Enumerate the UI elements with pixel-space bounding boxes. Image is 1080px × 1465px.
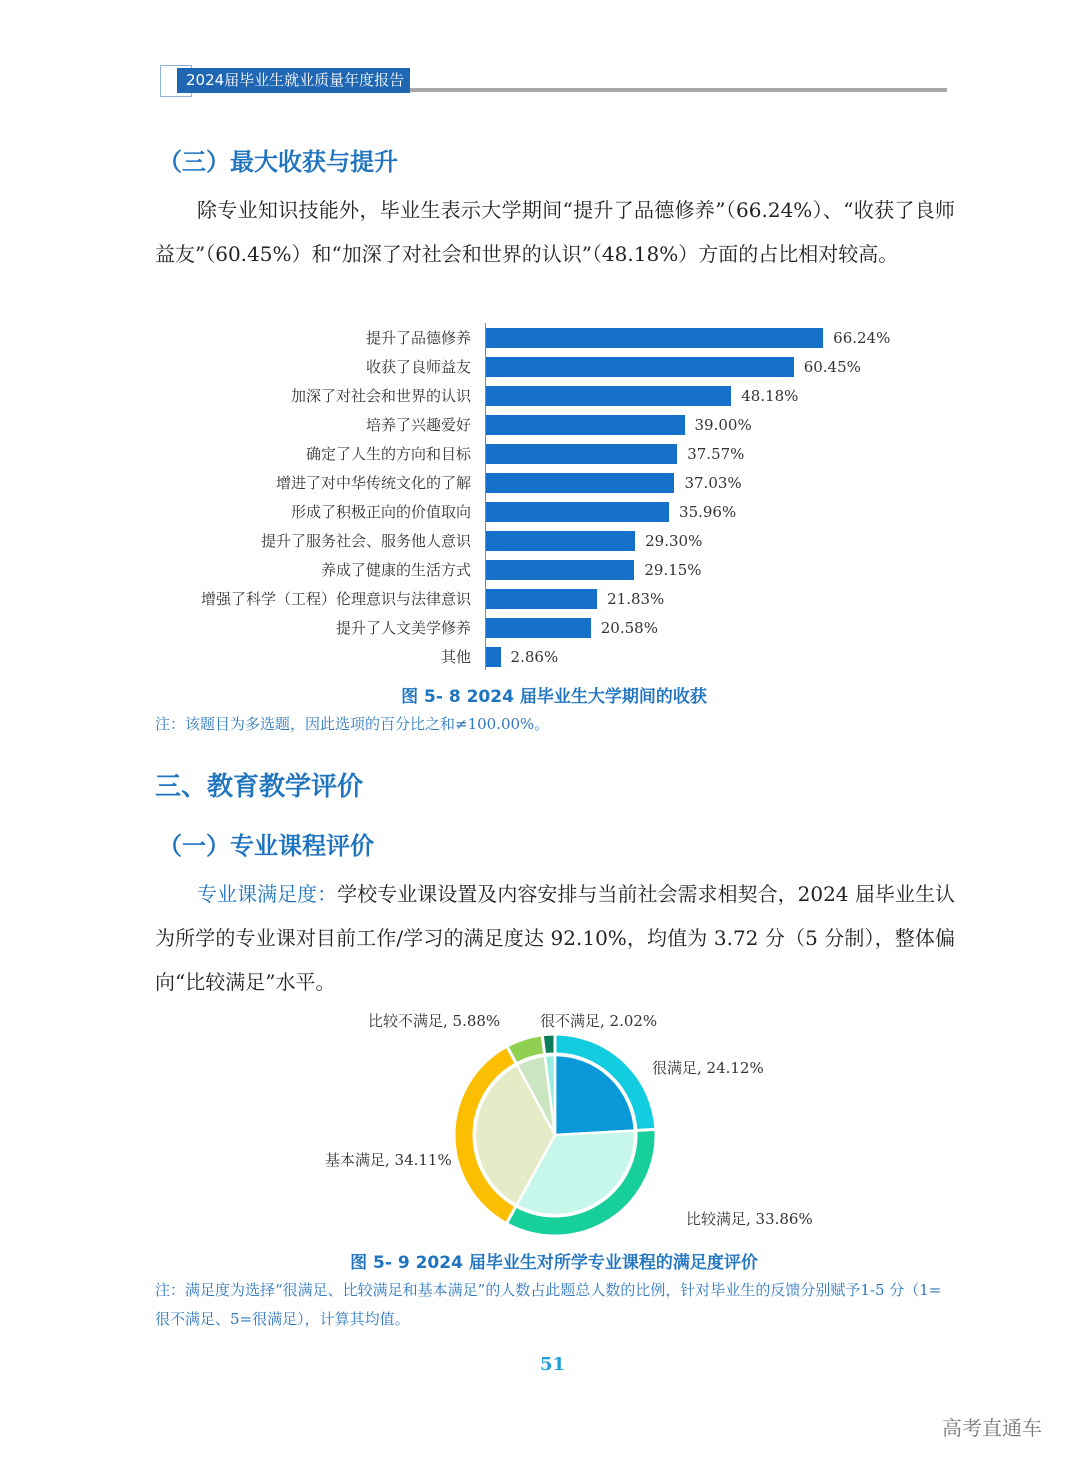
bar <box>486 618 591 638</box>
bar <box>486 647 501 667</box>
figure-5-9-caption: 图 5- 9 2024 届毕业生对所学专业课程的满足度评价 <box>350 1253 758 1273</box>
bar-row <box>0 589 1080 609</box>
bar-value-label: 39.00% <box>694 416 752 434</box>
bar-value-label: 29.15% <box>644 561 702 579</box>
bar <box>486 531 635 551</box>
bar-category-label: 养成了健康的生活方式 <box>320 561 471 579</box>
bar <box>486 328 823 348</box>
bar-value-label: 21.83% <box>607 590 665 608</box>
bar-value-label: 20.58% <box>600 619 658 637</box>
pie-label-fairly-unsatisfied: 比较不满足, 5.88% <box>368 1012 501 1030</box>
bar-row <box>0 560 1080 580</box>
bar-row <box>0 502 1080 522</box>
bar-value-label: 48.18% <box>741 387 799 405</box>
bar-row <box>0 444 1080 464</box>
section-heading-course-evaluation: （一）专业课程评价 <box>158 832 374 860</box>
bar <box>486 444 677 464</box>
page-number: 51 <box>539 1354 566 1375</box>
bar-row <box>0 357 1080 377</box>
bar-value-label: 37.03% <box>684 474 742 492</box>
pie-outer-segment <box>542 1034 555 1055</box>
bar <box>486 502 669 522</box>
bar-category-label: 收获了良师益友 <box>365 358 471 376</box>
section-heading-gains: （三）最大收获与提升 <box>158 148 398 176</box>
bar-row <box>0 415 1080 435</box>
figure-5-8-note: 注：该题目为多选题，因此选项的百分比之和≠100.00%。 <box>155 715 550 733</box>
section-heading-teaching-evaluation: 三、教育教学评价 <box>155 772 364 802</box>
bar-category-label: 增进了对中华传统文化的了解 <box>275 474 471 492</box>
pie-label-basically-satisfied: 基本满足, 34.11% <box>325 1151 452 1169</box>
pie-label-fairly-satisfied: 比较满足, 33.86% <box>686 1210 813 1228</box>
bar-value-label: 37.57% <box>687 445 745 463</box>
bar-value-label: 60.45% <box>803 358 861 376</box>
bar-category-label: 增强了科学（工程）伦理意识与法律意识 <box>200 590 471 608</box>
course-paragraph-text: 学校专业课设置及内容安排与当前社会需求相契合，2024 届毕业生认为所学的专业课对目前工作/学习的满足度达 92.10%，均值为 3.72 分（5 分制），整体偏向“比较满足”水平。 <box>155 882 955 994</box>
bar-row <box>0 473 1080 493</box>
bar-value-label: 35.96% <box>679 503 737 521</box>
bar-category-label: 提升了品德修养 <box>365 329 471 347</box>
bar-value-label: 66.24% <box>833 329 891 347</box>
bar-value-label: 2.86% <box>510 648 559 666</box>
pie-inner-pie <box>475 1055 635 1215</box>
header-rule <box>410 88 947 92</box>
bar-row <box>0 328 1080 348</box>
bar <box>486 473 674 493</box>
watermark: 高考直通车 <box>942 1416 1042 1440</box>
bar <box>486 415 685 435</box>
bar-row <box>0 531 1080 551</box>
pie-label-very-satisfied: 很满足, 24.12% <box>652 1059 764 1077</box>
bar-row <box>0 386 1080 406</box>
gains-paragraph-text: 除专业知识技能外，毕业生表示大学期间“提升了品德修养”（66.24%）、“收获了良师益友”（60.45%）和“加深了对社会和世界的认识”（48.18%）方面的占比相对较高。 <box>155 198 955 266</box>
gains-paragraph <box>155 188 955 276</box>
bar-category-label: 确定了人生的方向和目标 <box>305 445 471 463</box>
bar-category-label: 形成了积极正向的价值取向 <box>290 503 471 521</box>
pie-chart-svg <box>445 1025 665 1245</box>
bar-category-label: 加深了对社会和世界的认识 <box>290 387 471 405</box>
bar-category-label: 提升了人文美学修养 <box>335 619 471 637</box>
report-title-banner: 2024届毕业生就业质量年度报告 <box>177 68 410 93</box>
bar-value-label: 29.30% <box>645 532 703 550</box>
course-paragraph <box>155 872 955 1004</box>
bar <box>486 386 731 406</box>
bar <box>486 589 597 609</box>
bar-row <box>0 647 1080 667</box>
course-satisfaction-keyword: 专业课满足度： <box>197 882 338 906</box>
bar <box>486 560 634 580</box>
bar-category-label: 培养了兴趣爱好 <box>365 416 471 434</box>
bar-category-label: 其他 <box>440 648 471 666</box>
bar-row <box>0 618 1080 638</box>
pie-label-very-unsatisfied: 很不满足, 2.02% <box>540 1012 658 1030</box>
figure-5-9-note: 注：满足度为选择“很满足、比较满足和基本满足”的人数占此题总人数的比例，针对毕业生的反馈分别赋予1-5 分（1=很不满足、5=很满足），计算其均值。 <box>155 1281 942 1328</box>
bar <box>486 357 794 377</box>
bar-category-label: 提升了服务社会、服务他人意识 <box>260 532 471 550</box>
figure-5-8-caption: 图 5- 8 2024 届毕业生大学期间的收获 <box>401 687 707 707</box>
